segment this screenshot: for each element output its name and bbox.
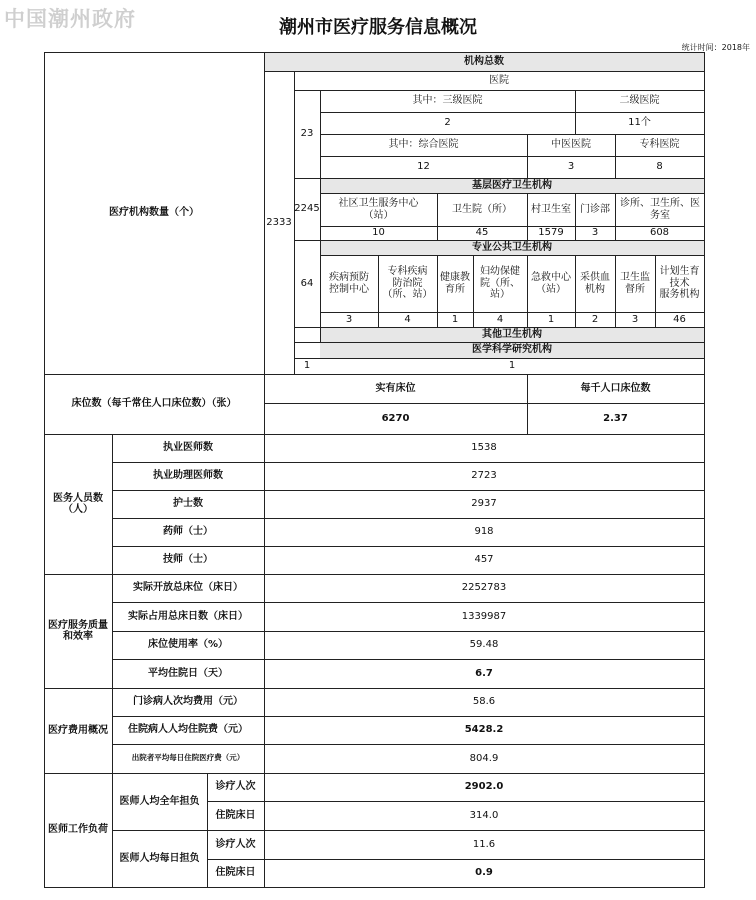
stat-time: 统计时间：2018年 [681, 43, 750, 52]
outpatient-value: 3 [591, 227, 599, 239]
public-item-value: 1 [547, 313, 555, 325]
institutions-total-header: 机构总数 [464, 55, 504, 67]
workload-daily-beddays-label: 住院床日 [215, 867, 256, 879]
public-item-label: 卫生监 督所 [620, 272, 650, 295]
workload-annual-beddays-label: 住院床日 [215, 809, 256, 821]
public-count: 64 [300, 277, 314, 289]
township-label: 卫生院（所） [452, 203, 512, 215]
workload-daily-label: 医师人均每日担负 [119, 852, 200, 864]
public-item-label: 健康教 育所 [440, 272, 470, 295]
public-item-label: 计划生育 技术 服务机构 [659, 266, 700, 301]
quality-row-label: 平均住院日（天） [148, 667, 228, 679]
beds-label: 床位数（每千常住人口床位数）（张） [71, 398, 237, 410]
beds-per-thousand-label: 每千人口床位数 [580, 382, 651, 394]
research-count: 1 [303, 360, 311, 372]
cost-row-label: 门诊病人次均费用（元） [133, 696, 243, 708]
public-item-value: 3 [345, 313, 353, 325]
research-value: 1 [508, 360, 516, 372]
clinic-label: 诊所、卫生所、医务室 [620, 198, 700, 221]
community-value: 10 [372, 227, 385, 239]
workload-label: 医师工作负荷 [48, 824, 108, 836]
public-item-value: 46 [673, 313, 686, 325]
cost-row-value: 804.9 [469, 752, 499, 764]
primary-count: 2245 [294, 203, 320, 215]
outpatient-label: 门诊部 [580, 203, 610, 215]
workload-annual-visits-value: 2902.0 [464, 781, 504, 793]
public-item-label: 采供血 机构 [580, 272, 610, 295]
quality-row-label: 床位使用率（%） [147, 639, 229, 651]
workload-daily-beddays-value: 0.9 [475, 867, 493, 879]
research-header: 医学科学研究机构 [472, 344, 552, 356]
level3-value: 2 [444, 117, 451, 129]
workload-annual-visits-label: 诊疗人次 [215, 781, 256, 793]
cost-row-value: 5428.2 [464, 724, 504, 736]
staff-label: 医务人员数 （人） [53, 492, 103, 515]
staff-row-label: 执业医师数 [163, 442, 213, 454]
staff-row-label: 药师（士） [163, 526, 213, 538]
workload-daily-visits-value: 11.6 [472, 838, 496, 850]
cost-label: 医疗费用概况 [48, 724, 108, 736]
public-item-label: 疾病预防 控制中心 [329, 272, 369, 295]
workload-daily-visits-label: 诊疗人次 [215, 838, 256, 850]
hospitals-count: 23 [300, 128, 314, 140]
quality-row-value: 6.7 [475, 667, 493, 679]
watermark: 中国潮州政府 [4, 6, 136, 31]
primary-header: 基层医疗卫生机构 [472, 179, 552, 191]
workload-annual-label: 医师人均全年担负 [119, 795, 200, 807]
general-value: 12 [417, 161, 430, 173]
beds-per-thousand-value: 2.37 [603, 412, 628, 424]
quality-row-label: 实际占用总床日数（床日） [128, 610, 248, 622]
cost-row-label: 住院病人人均住院费（元） [128, 724, 248, 736]
institutions-total: 2333 [266, 216, 292, 228]
quality-label: 医疗服务质量 和效率 [48, 619, 108, 642]
quality-row-value: 59.48 [469, 639, 499, 651]
beds-actual-value: 6270 [381, 412, 410, 424]
public-item-value: 4 [404, 313, 411, 325]
public-header: 专业公共卫生机构 [472, 241, 552, 253]
public-item-label: 急救中心 （站） [531, 272, 571, 295]
level2-label: 二级医院 [619, 95, 660, 107]
staff-row-value: 2937 [471, 498, 497, 510]
village-label: 村卫生室 [531, 203, 571, 215]
quality-row-label: 实际开放总床位（床日） [133, 582, 243, 594]
other-header: 其他卫生机构 [482, 328, 542, 340]
cost-row-label: 出院者平均每日住院医疗费（元） [131, 753, 245, 763]
hospitals-header: 医院 [489, 74, 509, 86]
general-label: 其中：综合医院 [388, 139, 459, 151]
clinic-value: 608 [649, 227, 670, 239]
staff-row-label: 技师（士） [163, 554, 213, 566]
public-item-value: 1 [451, 313, 459, 325]
quality-row-value: 2252783 [461, 582, 507, 594]
staff-row-label: 护士数 [173, 498, 203, 510]
page-title: 潮州市医疗服务信息概况 [279, 17, 477, 38]
tcm-label: 中医医院 [551, 139, 591, 151]
staff-row-value: 1538 [471, 442, 497, 454]
township-value: 45 [475, 227, 489, 239]
tcm-value: 3 [567, 161, 575, 173]
staff-row-value: 457 [474, 554, 494, 566]
public-item-label: 妇幼保健 院（所、 站） [480, 266, 520, 301]
staff-row-value: 2723 [471, 470, 497, 482]
village-value: 1579 [538, 227, 564, 239]
level2-value: 11个 [628, 117, 651, 129]
staff-row-value: 918 [474, 526, 494, 538]
specialty-label: 专科医院 [639, 139, 680, 151]
cost-row-value: 58.6 [472, 696, 496, 708]
staff-row-label: 执业助理医师数 [153, 470, 223, 482]
public-item-value: 3 [631, 313, 639, 325]
specialty-value: 8 [656, 161, 663, 173]
community-label: 社区卫生服务中心 （站） [338, 198, 419, 221]
workload-annual-beddays-value: 314.0 [469, 809, 499, 821]
public-item-value: 4 [496, 313, 504, 325]
quality-row-value: 1339987 [461, 610, 507, 622]
public-item-value: 2 [591, 313, 599, 325]
level3-label: 其中：三级医院 [412, 95, 483, 107]
public-item-label: 专科疾病 防治院 （所、站） [382, 266, 433, 301]
institutions-label: 医疗机构数量（个） [109, 207, 199, 219]
frame-bottom [44, 887, 705, 888]
beds-actual-label: 实有床位 [375, 382, 416, 394]
